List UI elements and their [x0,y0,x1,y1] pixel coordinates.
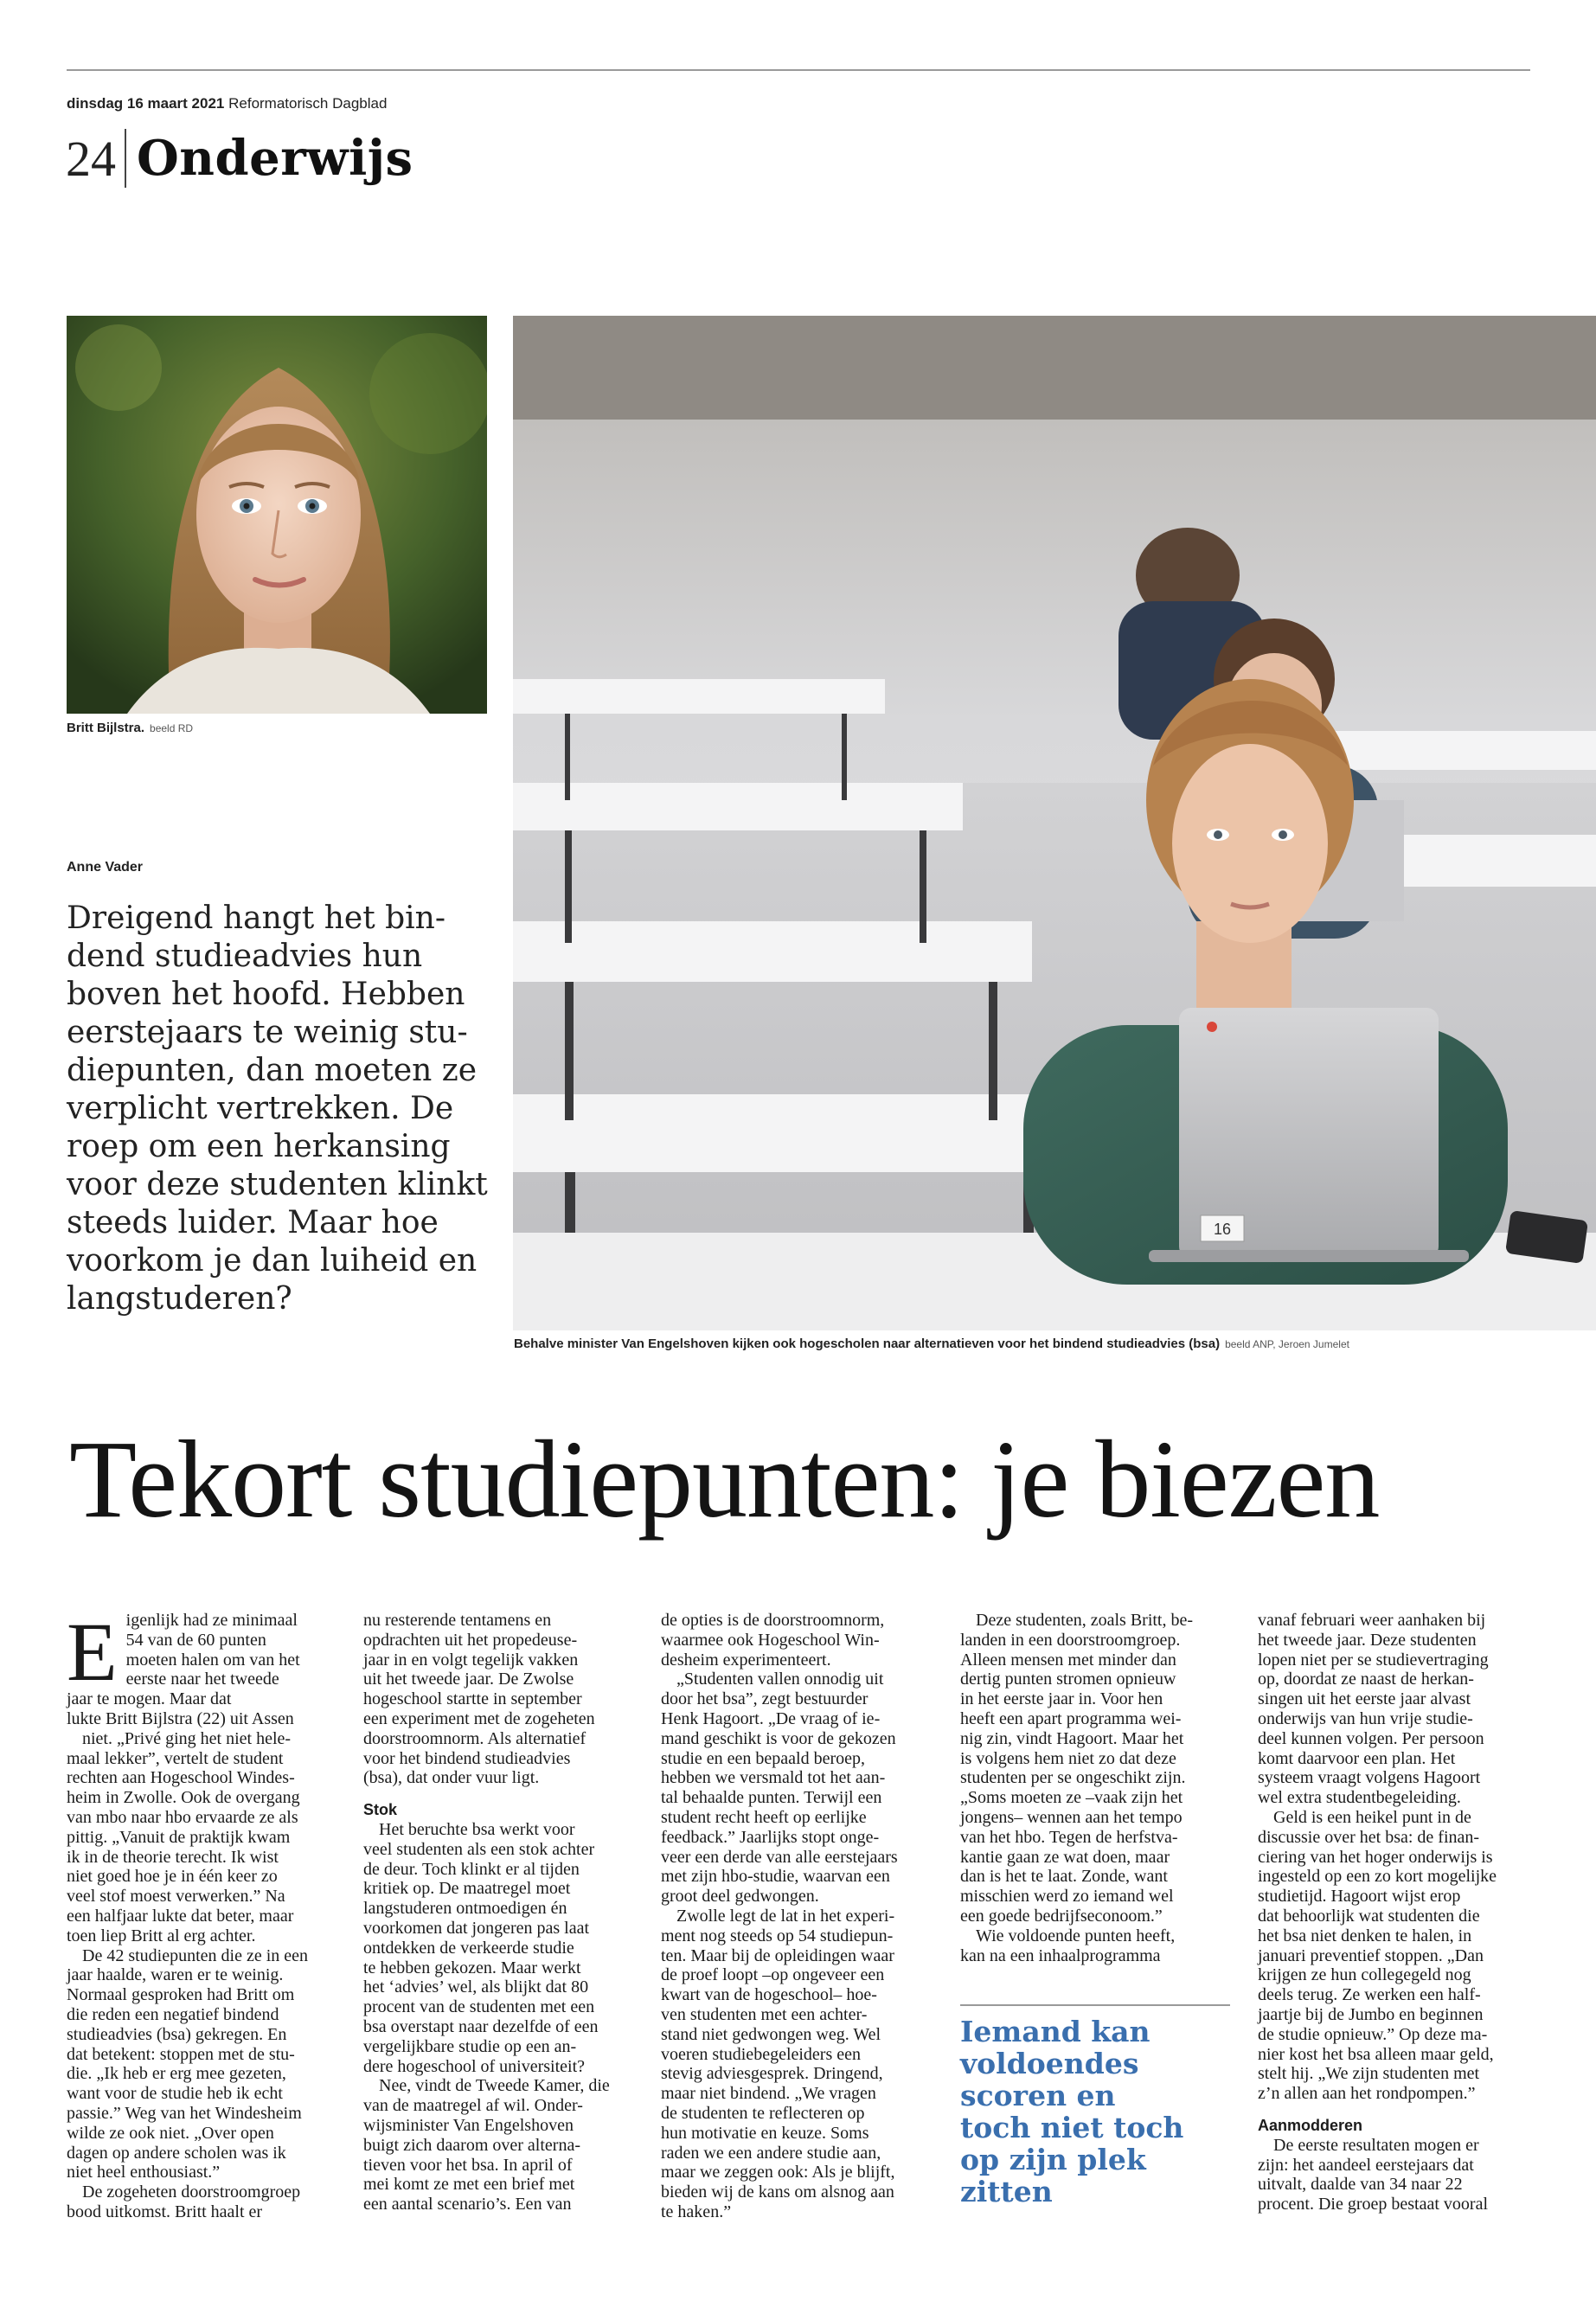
article-line: jaar in en volgt tegelijk vakken [363,1650,579,1670]
article-line: van de maatregel af wil. Onder- [363,2096,583,2116]
article-line: „Studenten vallen onnodig uit [676,1670,884,1689]
article-line: niet heel enthousiast.” [67,2163,221,2182]
article-line: de opties is de doorstroomnorm, [661,1611,885,1630]
article-line: singen uit het eerste jaar alvast [1258,1689,1471,1709]
article-line: kwart van de hogeschool– hoe- [661,1985,877,2005]
main-photo-caption-credit: beeld ANP, Jeroen Jumelet [1225,1338,1349,1350]
pullquote-line: op zijn plek [960,2143,1146,2176]
article-line: stelt hij. „We zijn studenten met [1258,2064,1480,2084]
col4-body [960,1611,1246,1965]
lede-line: eerstejaars te weinig stu- [67,1015,468,1050]
article-line: Wie voldoende punten heeft, [976,1926,1176,1945]
main-photo-caption-text: Behalve minister Van Engelshoven kijken ook hogescholen naar alternatieven voor het bindend studieadvies (bsa) [514,1336,1221,1351]
article-column-4 [960,1611,1246,1965]
article-line: jaartje bij de Jumbo en beginnen [1258,2004,1484,2024]
main-photo-caption [514,1336,1349,1351]
lede-line: boven het hoofd. Hebben [67,977,465,1012]
article-line: want voor de studie heb ik echt [67,2084,283,2104]
article-line: van het hbo. Tegen de herfstva- [960,1827,1178,1847]
article-line: maal lekker”, vertelt de student [67,1748,284,1768]
section-title: Onderwijs [137,130,413,187]
article-line: voor het bindend studieadvies [363,1748,571,1768]
article-line: een halfjaar lukte dat beter, maar [67,1906,294,1926]
lede-line: roep om een herkansing [67,1129,451,1164]
article-line: ment nog steeds op 54 studiepun- [661,1926,894,1945]
article-line: „Soms moeten ze –vaak zijn het [960,1788,1183,1808]
article-column-5 [1258,1611,1543,2214]
article-line: ven studenten met een achter- [661,2004,868,2024]
article-line: veel stof moest verwerken.” Na [67,1887,285,1907]
article-line: niet goed hoe je in één keer zo [67,1867,278,1887]
article-line: nig zin, vindt Hagoort. Maar het [960,1728,1184,1748]
article-line: (bsa), dat onder vuur ligt. [363,1768,540,1788]
article-line: vergelijkbare studie op een an- [363,2036,577,2056]
article-line: hun motivatie en keuze. Soms [661,2123,869,2143]
article-line: Geld is een heikel punt in de [1273,1807,1471,1827]
article-line: ten. Maar bij de opleidingen waar [661,1945,894,1965]
dateline [67,95,387,112]
article-line: waarmee ook Hogeschool Win- [661,1630,880,1650]
article-column-3 [661,1611,946,2222]
article-line: nier kost het bsa alleen maar geld, [1258,2044,1494,2064]
subhead-stok: Stok [363,1801,398,1819]
article-line: niet. „Privé ging het niet hele- [82,1728,292,1748]
article-line: De eerste resultaten mogen er [1273,2135,1479,2155]
article-line: het ‘advies’ wel, als blijkt dat 80 [363,1977,589,1997]
col3-body [661,1611,946,2222]
article-line: maar niet bindend. „We vragen [661,2084,876,2104]
article-line: van mbo naar hbo ervaarde ze als [67,1807,298,1827]
section-divider [125,129,126,188]
article-column-2 [363,1611,649,2214]
article-line: dat betekent: stoppen met de stu- [67,2044,295,2064]
article-line: hebben we versmald tot het aan- [661,1768,886,1788]
article-line: landen in een doorstroomgroep. [960,1630,1181,1650]
article-line: opdrachten uit het propedeuse- [363,1630,578,1650]
article-line: raden we een andere studie aan, [661,2143,881,2163]
article-line: ontdekken de verkeerde studie [363,1938,574,1958]
article-line: pittig. „Vanuit de praktijk kwam [67,1827,291,1847]
col5-body-a [1258,1611,1543,2104]
article-line: tieven voor het bsa. In april of [363,2155,573,2175]
article-line: kritiek op. De maatregel moet [363,1879,571,1899]
article-line: Deze studenten, zoals Britt, be- [976,1611,1194,1630]
pullquote-line: voldoendes [960,2047,1139,2080]
publication-name: Reformatorisch Dagblad [228,95,388,112]
article-line: voeren studiebegeleiders een [661,2044,862,2064]
pullquote-line: scoren en [960,2079,1116,2112]
article-line: heeft een apart programma wei- [960,1708,1182,1728]
article-line: dan is het te laat. Zonde, want [960,1867,1168,1887]
article-line: bieden wij de kans om alsnog aan [661,2182,894,2202]
main-photo [513,316,1596,1330]
article-line: stevig adviesgesprek. Dringend, [661,2064,883,2084]
page-number: 24 [66,130,116,187]
article-line: kan na een inhaalprogramma [960,1945,1161,1965]
article-line: die reden een negatief bindend [67,2004,279,2024]
article-line: wijsminister Van Engelshoven [363,2115,574,2135]
article-line: jaar haalde, waren er te weinig. [67,1965,284,1985]
pullquote-line: Iemand kan [960,2015,1151,2048]
article-line: de studie opnieuw.” Op deze ma- [1258,2024,1488,2044]
article-line: dat behoorlijk wat studenten die [1258,1906,1480,1926]
top-rule [67,69,1530,71]
article-line: hogeschool startte in september [363,1689,582,1709]
lede-line: steeds luider. Maar hoe [67,1205,439,1240]
pullquote [960,2016,1237,2208]
article-line: 54 van de 60 punten [125,1630,266,1650]
article-line: groot deel gedwongen. [661,1887,819,1907]
article-line: ciering van het hoger onderwijs is [1258,1847,1493,1867]
col2-body-b [363,1820,649,2214]
article-line: krijgen ze hun collegegeld nog [1258,1965,1471,1985]
article-line: jaar te mogen. Maar dat [67,1689,232,1709]
article-line: dertig punten stromen opnieuw [960,1670,1176,1689]
article-line: Normaal gesproken had Britt om [67,1985,295,2005]
pullquote-line: toch niet toch [960,2111,1184,2144]
article-line: mei komt ze met een brief met [363,2175,575,2195]
article-line: uitvalt, daalde van 34 naar 22 [1258,2175,1463,2195]
article-line: in het eerste jaar in. Voor hen [960,1689,1163,1709]
article-line: toen liep Britt al erg achter. [67,1926,256,1945]
article-line: het tweede jaar. Deze studenten [1258,1630,1477,1650]
article-line: de deur. Toch klinkt er al tijden [363,1859,580,1879]
portrait-caption [67,721,193,735]
col2-body-a [363,1611,649,1788]
article-line: z’n allen aan het rondpompen.” [1258,2084,1476,2104]
pullquote-line: zitten [960,2175,1053,2208]
lede-line: voorkom je dan luiheid en [67,1243,478,1279]
article-line: langstuderen ontmoedigen én [363,1899,567,1919]
article-line: bsa overstapt naar dezelfde of een [363,2016,599,2036]
portrait-illustration [67,316,487,714]
article-line: is volgens hem niet zo dat deze [960,1748,1176,1768]
article-line: De 42 studiepunten die ze in een [82,1945,309,1965]
article-line: door het bsa”, zegt bestuurder [661,1689,869,1709]
classroom-illustration [513,316,1596,1330]
article-line: wel extra studentbegeleiding. [1258,1788,1461,1808]
article-line: te haken.” [661,2202,732,2221]
article-line: discussie over het bsa: de finan- [1258,1827,1480,1847]
article-line: procent. Die groep bestaat vooral [1258,2195,1489,2214]
article-line: dere hogeschool of universiteit? [363,2056,586,2076]
lede-line: diepunten, dan moeten ze [67,1053,478,1088]
article-line: buigt zich daarom over alterna- [363,2135,580,2155]
lede-line: dend studieadvies hun [67,939,423,974]
laptop-number-label: 16 [1213,1221,1232,1238]
article-line: Zwolle legt de lat in het experi- [676,1906,895,1926]
article-line: een experiment met de zogeheten [363,1708,595,1728]
article-line: onderwijs van hun vrije studie- [1258,1708,1473,1728]
article-line: deel kunnen volgen. Per persoon [1258,1728,1484,1748]
lede-line: voor deze studenten klinkt [67,1167,488,1202]
article-column-1 [67,1606,352,2222]
article-line: kantie gaan ze wat doen, maar [960,1847,1170,1867]
article-line: ingesteld op een zo kort mogelijke [1258,1867,1497,1887]
pullquote-rule [960,2004,1230,2006]
article-line: uit het tweede jaar. De Zwolse [363,1670,574,1689]
article-line: studenten per se ongeschikt zijn. [960,1768,1186,1788]
byline: Anne Vader [67,860,144,875]
article-line: met zijn hbo-studie, waarvan een [661,1867,890,1887]
article-line: procent van de studenten met een [363,1997,595,2017]
article-line: wilde ze ook niet. „Over open [67,2123,274,2143]
article-line: Alleen mensen met minder dan [960,1650,1176,1670]
article-line: moeten halen om van het [125,1650,300,1670]
article-line: de studenten te reflecteren op [661,2103,865,2123]
article-line: doorstroomnorm. Als alternatief [363,1728,586,1748]
col5-body-b [1258,2136,1543,2214]
headline: Tekort studiepunten: je biezen [69,1418,1380,1541]
article-line: ik in de theorie terecht. Ik wist [67,1847,279,1867]
portrait-caption-credit: beeld RD [150,722,194,734]
article-line: misschien werd zo iemand wel [960,1887,1174,1907]
section-header [66,128,413,189]
lede [67,900,490,1318]
article-line: systeem vraagt volgens Hagoort [1258,1768,1481,1788]
article-line: zijn: het aandeel eerstejaars dat [1258,2155,1474,2175]
article-line: eerste naar het tweede [125,1670,279,1689]
article-line: komt daarvoor een plan. Het [1258,1748,1456,1768]
article-line: januari preventief stoppen. „Dan [1258,1945,1484,1965]
article-line: studieadvies (bsa) gekregen. En [67,2024,287,2044]
article-line: passie.” Weg van het Windesheim [67,2103,302,2123]
article-line: studietijd. Hagoort wijst erop [1258,1887,1461,1907]
article-line: student recht heeft op eerlijke [661,1807,867,1827]
article-line: tal behaalde punten. Terwijl een [661,1788,882,1808]
article-line: maar we zeggen ook: Als je blijft, [661,2163,895,2182]
lede-line: langstuderen? [67,1281,292,1317]
article-line: De zogeheten doorstroomgroep [82,2182,301,2202]
article-line: jongens– wennen aan het tempo [960,1807,1183,1827]
article-line: veer een derde van alle eerstejaars [661,1847,898,1867]
article-line: een aantal scenario’s. Een van [363,2195,572,2214]
article-line: igenlijk had ze minimaal [125,1611,298,1630]
article-line: stand niet gedwongen weg. Wel [661,2024,881,2044]
article-line: deels terug. Ze werken een half- [1258,1985,1481,2005]
article-line: heim in Zwolle. Ook de overgang [67,1788,300,1808]
dropcap: E [67,1606,118,1698]
lede-line: Dreigend hangt het bin- [67,901,446,936]
article-line: die. „Ik heb er erg mee gezeten, [67,2064,286,2084]
article-line: Henk Hagoort. „De vraag of ie- [661,1708,881,1728]
article-line: een goede bedrijfseconoom.” [960,1906,1163,1926]
subhead-aanmodderen: Aanmodderen [1258,2116,1363,2134]
article-line: Het beruchte bsa werkt voor [379,1819,575,1839]
lede-line: verplicht vertrekken. De [67,1091,454,1126]
article-line: op, doordat ze naast de herkan- [1258,1670,1474,1689]
issue-date: dinsdag 16 maart 2021 [67,95,225,112]
article-line: de proef loopt –op ongeveer een [661,1965,885,1985]
article-line: nu resterende tentamens en [363,1611,552,1630]
article-line: mand geschikt is voor de gekozen [661,1728,896,1748]
article-line: lopen niet per se studievertraging [1258,1650,1489,1670]
article-line: het bsa niet denken te halen, in [1258,1926,1472,1945]
article-line: dagen op andere scholen was ik [67,2143,286,2163]
portrait-photo [67,316,487,714]
portrait-caption-name: Britt Bijlstra. [67,721,145,735]
article-line: te hebben gekozen. Maar werkt [363,1958,581,1977]
col1-body [67,1709,352,2222]
article-line: voorkomen dat jongeren pas laat [363,1918,590,1938]
article-line: veel studenten als een stok achter [363,1839,595,1859]
article-line: desheim experimenteert. [661,1650,831,1670]
article-line: vanaf februari weer aanhaken bij [1258,1611,1486,1630]
article-line: rechten aan Hogeschool Windes- [67,1768,295,1788]
article-line: feedback.” Jaarlijks stopt onge- [661,1827,880,1847]
article-line: studie en een bepaald beroep, [661,1748,866,1768]
article-line: Nee, vindt de Tweede Kamer, die [379,2076,610,2096]
article-line: bood uitkomst. Britt haalt er [67,2202,263,2221]
article-line: lukte Britt Bijlstra (22) uit Assen [67,1708,294,1728]
